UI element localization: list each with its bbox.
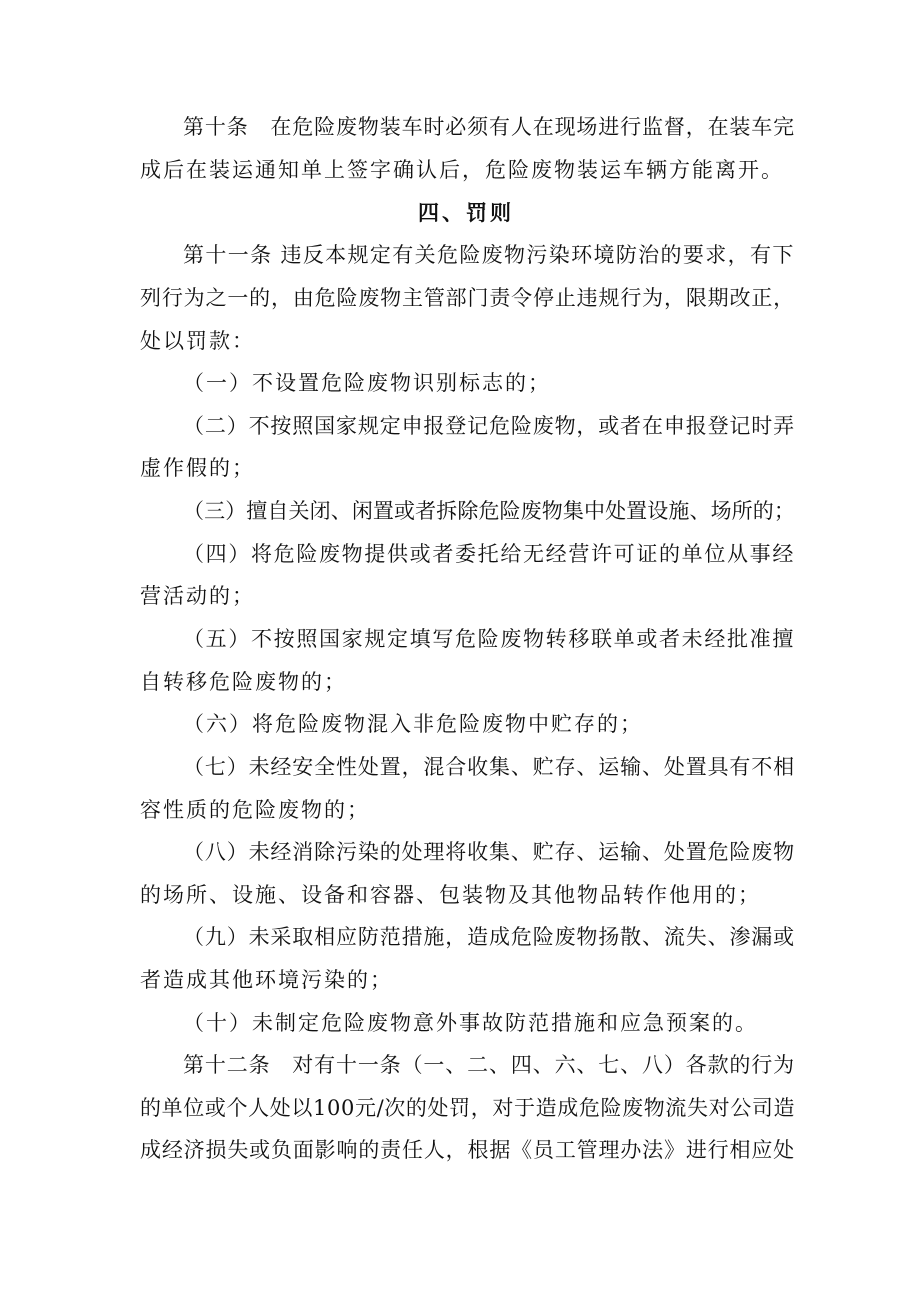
article-10-line-2: 成后在装运通知单上签字确认后，危险废物装运车辆方能离开。: [140, 158, 784, 182]
item-3: （三）擅自关闭、闲置或者拆除危险废物集中处置设施、场所的；: [183, 499, 795, 523]
item-5-line-2: 自转移危险废物的；: [140, 670, 347, 694]
item-9-line-2: 者造成其他环境污染的；: [140, 968, 393, 992]
item-5-line-1: （五）不按照国家规定填写危险废物转移联单或者未经批准擅: [183, 627, 795, 651]
item-8-line-1: （八）未经消除污染的处理将收集、贮存、运输、处置危险废物: [183, 840, 795, 864]
item-8-line-2: 的场所、设施、设备和容器、包装物及其他物品转作他用的；: [140, 883, 761, 907]
article-12-line-1: 第十二条 对有十一条（一、二、四、六、七、八）各款的行为: [183, 1053, 795, 1077]
article-10-line-1: 第十条 在危险废物装车时必须有人在现场进行监督，在装车完: [183, 115, 795, 139]
item-2-line-1: （二）不按照国家规定申报登记危险废物，或者在申报登记时弄: [183, 414, 795, 438]
item-1: （一）不设置危险废物识别标志的；: [183, 371, 551, 395]
article-12-line-2: 的单位或个人处以100元/次的处罚，对于造成危险废物流失对公司造: [140, 1096, 796, 1120]
item-7-line-1: （七）未经安全性处置，混合收集、贮存、运输、处置具有不相: [183, 755, 795, 779]
item-10: （十）未制定危险废物意外事故防范措施和应急预案的。: [183, 1011, 758, 1035]
article-11-line-3: 处以罚款：: [140, 329, 255, 353]
item-6: （六）将危险废物混入非危险废物中贮存的；: [183, 712, 643, 736]
article-12-line-3: 成经济损失或负面影响的责任人，根据《员工管理办法》进行相应处: [140, 1138, 795, 1162]
section-heading: 四、罚则: [418, 200, 514, 225]
article-11-line-2: 列行为之一的，由危险废物主管部门责令停止违规行为，限期改正，: [140, 286, 795, 310]
item-2-line-2: 虚作假的；: [140, 456, 255, 480]
item-9-line-1: （九）未采取相应防范措施，造成危险废物扬散、流失、渗漏或: [183, 925, 795, 949]
item-4-line-2: 营活动的；: [140, 584, 255, 608]
item-7-line-2: 容性质的危险废物的；: [140, 798, 370, 822]
article-11-line-1: 第十一条 违反本规定有关危险废物污染环境防治的要求，有下: [183, 243, 795, 267]
item-4-line-1: （四）将危险废物提供或者委托给无经营许可证的单位从事经: [183, 542, 795, 566]
